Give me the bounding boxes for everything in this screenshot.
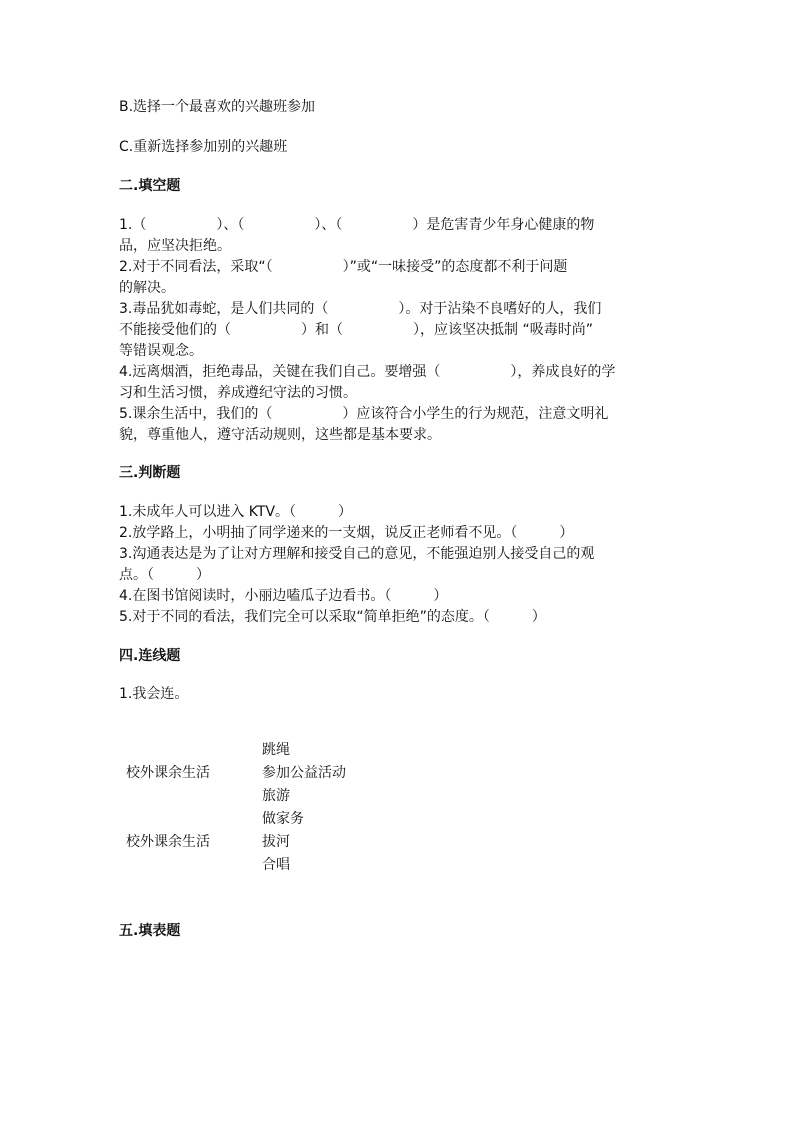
match-right-item: 拔河 xyxy=(262,834,290,850)
match-left-item: 校外课余生活 xyxy=(126,765,210,781)
judge-line: 点。（ ） xyxy=(119,567,210,583)
fill-line: 3.毒品犹如毒蛇，是人们共同的（ ）。对于沾染不良嗜好的人，我们 xyxy=(119,301,602,317)
fill-line: 不能接受他们的（ ）和（ ），应该坚决抵制 “吸毒时尚” xyxy=(119,322,593,338)
fill-line: 1.（ ）、（ ）、（ ）是危害青少年身心健康的物 xyxy=(119,217,595,233)
judge-line: 2.放学路上，小明抽了同学递来的一支烟，说反正老师看不见。（ ） xyxy=(119,525,574,541)
match-right-item: 合唱 xyxy=(262,857,290,873)
match-right-item: 跳绳 xyxy=(262,742,290,758)
fill-line: 习和生活习惯，养成遵纪守法的习惯。 xyxy=(119,385,357,401)
option-c: C.重新选择参加别的兴趣班 xyxy=(119,139,288,155)
section-4-title: 四.连线题 xyxy=(119,648,181,664)
judge-line: 5.对于不同的看法，我们完全可以采取“简单拒绝”的态度。（ ） xyxy=(119,609,546,625)
option-b: B.选择一个最喜欢的兴趣班参加 xyxy=(119,99,316,115)
match-question: 1.我会连。 xyxy=(119,686,189,702)
fill-line: 4.远离烟酒，拒绝毒品，关键在我们自己。要增强（ ），养成良好的学 xyxy=(119,364,616,380)
fill-line: 2.对于不同看法，采取“（ ）”或“一味接受”的态度都不利于问题 xyxy=(119,259,568,275)
fill-line: 的解决。 xyxy=(119,280,175,296)
match-right-item: 做家务 xyxy=(262,811,304,827)
judge-line: 3.沟通表达是为了让对方理解和接受自己的意见，不能强迫别人接受自己的观 xyxy=(119,546,595,562)
fill-line: 等错误观念。 xyxy=(119,343,203,359)
fill-line: 貌，尊重他人，遵守活动规则，这些都是基本要求。 xyxy=(119,427,441,443)
match-left-item: 校外课余生活 xyxy=(126,834,210,850)
section-2-title: 二.填空题 xyxy=(119,178,181,194)
section-5-title: 五.填表题 xyxy=(119,923,181,939)
section-3-title: 三.判断题 xyxy=(119,465,181,481)
judge-line: 1.未成年人可以进入 KTV。（ ） xyxy=(119,504,353,520)
match-right-item: 参加公益活动 xyxy=(262,765,346,781)
judge-line: 4.在图书馆阅读时，小丽边嗑瓜子边看书。（ ） xyxy=(119,588,448,604)
fill-line: 5.课余生活中，我们的（ ）应该符合小学生的行为规范，注意文明礼 xyxy=(119,406,609,422)
fill-line: 品，应坚决拒绝。 xyxy=(119,238,231,254)
match-right-item: 旅游 xyxy=(262,788,290,804)
